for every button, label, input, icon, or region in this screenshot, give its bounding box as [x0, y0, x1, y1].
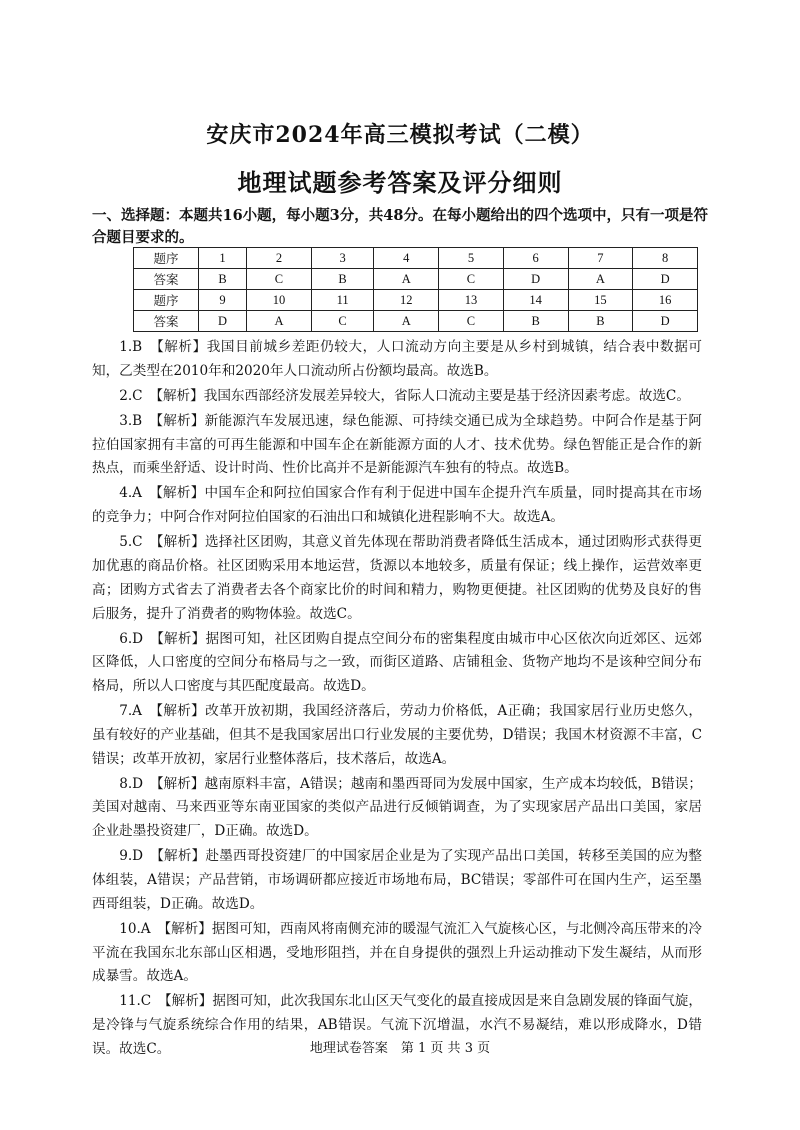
explanation-item: 1.B 【解析】我国目前城乡差距仍较大，人口流动方向主要是从乡村到城镇，结合表中数据可知，乙类型在2010年和2020年人口流动所占份额均最高。故选B。: [92, 339, 702, 379]
explanation-item: 6.D 【解析】据图可知，社区团购自提点空间分布的密集程度由城市中心区依次向近郊区、远郊区降低，人口密度的空间分布格局与之一致，而街区道路、店铺租金、货物产地均不是该种空间分布格局，所以人口密度与其匹配度最高。故选D。: [92, 630, 702, 695]
answer-table: [133, 247, 698, 332]
table-cell: D: [199, 311, 247, 332]
table-cell: C: [311, 311, 374, 332]
table-cell: 题序: [134, 248, 199, 269]
table-cell: 10: [247, 290, 312, 311]
table-cell: 11: [311, 290, 374, 311]
table-cell: D: [633, 311, 698, 332]
table-cell: A: [247, 311, 312, 332]
table-cell: 6: [503, 248, 568, 269]
table-cell: D: [633, 269, 698, 290]
explanations-list: [92, 336, 702, 1063]
explanation-item: 11.C 【解析】据图可知，此次我国东北山区天气变化的最直接成因是来自急剧发展的锋面气旋，是冷锋与气旋系统综合作用的结果，AB错误。气流下沉增温，水汽不易凝结，难以形成降水，D错误。故选C。: [92, 993, 702, 1057]
table-cell: 4: [374, 248, 439, 269]
page-footer: 地理试卷答案 第 1 页 共 3 页: [309, 1041, 491, 1056]
explanation-item: 7.A 【解析】改革开放初期，我国经济落后，劳动力价格低，A正确；我国家居行业历史悠久，虽有较好的产业基础，但其不是我国家居出口行业发展的主要优势，D错误；我国木材资源不丰富，C错误；改革开放初，家居行业整体落后，技术落后，故选A。: [92, 703, 702, 767]
table-cell: 答案: [134, 269, 199, 290]
table-cell: 1: [199, 248, 247, 269]
page-title: 安庆市2024年高三模拟考试（二模）: [206, 122, 594, 148]
table-cell: 3: [311, 248, 374, 269]
table-cell: B: [311, 269, 374, 290]
table-cell: 13: [439, 290, 504, 311]
table-cell: B: [568, 311, 633, 332]
table-cell: 2: [247, 248, 312, 269]
table-cell: C: [439, 311, 504, 332]
table-cell: 12: [374, 290, 439, 311]
page-subtitle: 地理试题参考答案及评分细则: [237, 168, 563, 197]
table-cell: 答案: [134, 311, 199, 332]
table-cell: A: [374, 311, 439, 332]
table-cell: 题序: [134, 290, 199, 311]
table-cell: 5: [439, 248, 504, 269]
table-cell: C: [439, 269, 504, 290]
explanation-item: 8.D 【解析】越南原料丰富，A错误；越南和墨西哥同为发展中国家，生产成本均较低，B错误；美国对越南、马来西亚等东南亚国家的类似产品进行反倾销调查，为了实现家居产品出口美国，家居企业赴墨投资建厂，D正确。故选D。: [92, 775, 702, 840]
table-cell: 7: [568, 248, 633, 269]
table-cell: A: [374, 269, 439, 290]
table-cell: 8: [633, 248, 698, 269]
table-row: [134, 269, 698, 290]
table-row: [134, 248, 698, 269]
table-row: [134, 311, 698, 332]
table-cell: B: [199, 269, 247, 290]
table-cell: 15: [568, 290, 633, 311]
explanation-item: 10.A 【解析】据图可知，西南风将南侧充沛的暖湿气流汇入气旋核心区，与北侧冷高压带来的冷平流在我国东北东部山区相遇，受地形阻挡，并在自身提供的强烈上升运动推动下发生凝结，从而形成暴雪。故选A。: [92, 920, 702, 985]
table-cell: A: [568, 269, 633, 290]
table-cell: D: [503, 269, 568, 290]
explanation-item: 3.B 【解析】新能源汽车发展迅速，绿色能源、可持续交通已成为全球趋势。中阿合作是基于阿拉伯国家拥有丰富的可再生能源和中国车企在新能源方面的人才、技术优势。绿色智能正是合作的新热点，而乘坐舒适、设计时尚、性价比高并不是新能源汽车独有的特点。故选B。: [92, 412, 702, 477]
explanation-item: 9.D 【解析】赴墨西哥投资建厂的中国家居企业是为了实现产品出口美国，转移至美国的应为整体组装，A错误；产品营销，市场调研都应接近市场地布局，BC错误；零部件可在国内生产，运至墨西哥组装，D正确。故选D。: [92, 848, 702, 912]
table-cell: B: [503, 311, 568, 332]
explanation-item: 5.C 【解析】选择社区团购，其意义首先体现在帮助消费者降低生活成本，通过团购形式获得更加优惠的商品价格。社区团购采用本地运营，货源以本地较多，质量有保证；线上操作，运营效率更高；团购方式省去了消费者去各个商家比价的时间和精力，购物更便捷。社区团购的优势及良好的售后服务，提升了消费者的购物体验。故选C。: [92, 534, 702, 622]
section-header: 一、选择题：本题共16小题，每小题3分，共48分。在每小题给出的四个选项中，只有一项是符合题目要求的。: [92, 207, 708, 246]
explanation-item: 2.C 【解析】我国东西部经济发展差异较大，省际人口流动主要是基于经济因素考虑。故选C。: [119, 387, 690, 404]
table-row: [134, 290, 698, 311]
table-cell: C: [247, 269, 312, 290]
table-cell: 16: [633, 290, 698, 311]
table-cell: 14: [503, 290, 568, 311]
table-cell: 9: [199, 290, 247, 311]
explanation-item: 4.A 【解析】中国车企和阿拉伯国家合作有利于促进中国车企提升汽车质量，同时提高其在市场的竞争力；中阿合作对阿拉伯国家的石油出口和城镇化进程影响不大。故选A。: [92, 485, 702, 526]
